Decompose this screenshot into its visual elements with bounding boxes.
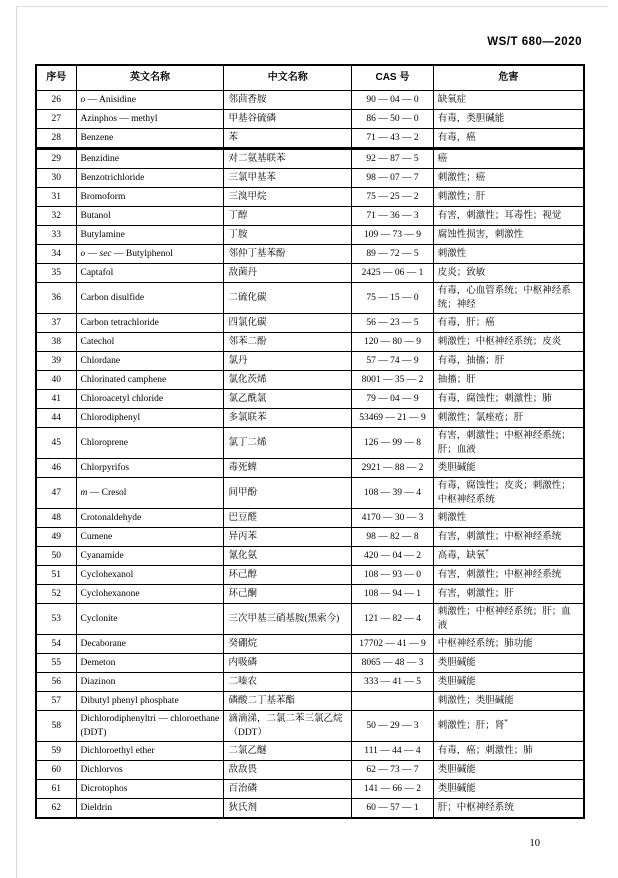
table-row	[36, 149, 584, 169]
cell-cas: 75 — 25 — 2	[352, 188, 434, 207]
cell-hazard: 有毒，癌	[433, 129, 584, 149]
cell-cas: 8001 — 35 — 2	[352, 371, 434, 390]
standard-number: WS/T 680—2020	[487, 36, 582, 48]
cell-cas: 50 — 29 — 3	[352, 711, 434, 742]
scan-edge-top	[16, 6, 608, 7]
cell-en: Carbon tetrachloride	[76, 314, 224, 333]
cell-no: 60	[36, 761, 76, 780]
cell-cas: 8065 — 48 — 3	[352, 654, 434, 673]
cell-hazard: 刺激性；癌	[433, 169, 584, 188]
cell-en: Cyanamide	[76, 547, 224, 566]
cell-zh: 氯化茨烯	[224, 371, 352, 390]
cell-en: Cyclohexanone	[76, 585, 224, 604]
header-hazard: 危害	[433, 65, 584, 91]
cell-hazard: 刺激性；肝；肾*	[433, 711, 584, 742]
cell-no: 30	[36, 169, 76, 188]
cell-no: 54	[36, 635, 76, 654]
cell-cas: 90 — 04 — 0	[352, 91, 434, 110]
table-header	[36, 65, 584, 91]
cell-hazard: 有害，刺激性；耳毒性；视觉	[433, 207, 584, 226]
cell-hazard: 刺激性；肝	[433, 188, 584, 207]
table-row	[36, 604, 584, 635]
cell-zh: 癸硼烷	[224, 635, 352, 654]
cell-en: Dichlorodiphenyltri — chloroethane (DDT)	[76, 711, 224, 742]
cell-no: 58	[36, 711, 76, 742]
table-row	[36, 226, 584, 245]
cell-no: 48	[36, 509, 76, 528]
cell-no: 38	[36, 333, 76, 352]
cell-hazard: 刺激性；类胆碱能	[433, 692, 584, 711]
cell-zh: 二硫化碳	[224, 283, 352, 314]
cell-hazard: 类胆碱能	[433, 761, 584, 780]
cell-cas: 141 — 66 — 2	[352, 780, 434, 799]
cell-zh: 敌菌丹	[224, 264, 352, 283]
cell-zh: 三氯甲基苯	[224, 169, 352, 188]
cell-zh: 丁醇	[224, 207, 352, 226]
cell-cas: 108 — 93 — 0	[352, 566, 434, 585]
cell-en: Azinphos — methyl	[76, 110, 224, 129]
cell-cas: 2921 — 88 — 2	[352, 459, 434, 478]
cell-hazard: 高毒，缺氧*	[433, 547, 584, 566]
table-row	[36, 459, 584, 478]
cell-hazard: 类胆碱能	[433, 459, 584, 478]
cell-cas: 57 — 74 — 9	[352, 352, 434, 371]
cell-no: 56	[36, 673, 76, 692]
cell-hazard: 有毒，腐蚀性；刺激性；肺	[433, 390, 584, 409]
cell-hazard: 类胆碱能	[433, 780, 584, 799]
cell-no: 53	[36, 604, 76, 635]
cell-hazard: 中枢神经系统；肺功能	[433, 635, 584, 654]
cell-en: Dicrotophos	[76, 780, 224, 799]
cell-hazard: 腐蚀性损害，刺激性	[433, 226, 584, 245]
cell-zh: 二嗪农	[224, 673, 352, 692]
cell-cas: 75 — 15 — 0	[352, 283, 434, 314]
cell-hazard: 有毒，肝；癌	[433, 314, 584, 333]
cell-no: 49	[36, 528, 76, 547]
cell-no: 35	[36, 264, 76, 283]
cell-cas: 71 — 43 — 2	[352, 129, 434, 149]
cell-hazard: 有毒，抽搐；肝	[433, 352, 584, 371]
cell-cas: 420 — 04 — 2	[352, 547, 434, 566]
cell-no: 40	[36, 371, 76, 390]
cell-zh: 二氯乙醚	[224, 742, 352, 761]
cell-no: 55	[36, 654, 76, 673]
table-row	[36, 780, 584, 799]
cell-no: 57	[36, 692, 76, 711]
cell-hazard: 类胆碱能	[433, 654, 584, 673]
cell-en: Dibutyl phenyl phosphate	[76, 692, 224, 711]
cell-zh: 内吸磷	[224, 654, 352, 673]
cell-no: 44	[36, 409, 76, 428]
table-row	[36, 245, 584, 264]
cell-en: Butylamine	[76, 226, 224, 245]
cell-en: Dichloroethyl ether	[76, 742, 224, 761]
cell-no: 41	[36, 390, 76, 409]
cell-no: 46	[36, 459, 76, 478]
cell-en: Butanol	[76, 207, 224, 226]
cell-cas: 333 — 41 — 5	[352, 673, 434, 692]
cell-hazard: 刺激性	[433, 509, 584, 528]
cell-cas: 2425 — 06 — 1	[352, 264, 434, 283]
cell-en: Decaborane	[76, 635, 224, 654]
table-row	[36, 207, 584, 226]
cell-en: Cyclonite	[76, 604, 224, 635]
cell-en: Cyclohexanol	[76, 566, 224, 585]
cell-cas: 98 — 07 — 7	[352, 169, 434, 188]
cell-en: Chloroprene	[76, 428, 224, 459]
cell-zh: 氯乙酰氯	[224, 390, 352, 409]
cell-hazard: 刺激性；氯痤疮；肝	[433, 409, 584, 428]
table-row	[36, 371, 584, 390]
cell-en: Diazinon	[76, 673, 224, 692]
cell-hazard: 刺激性；中枢神经系统；肝；血液	[433, 604, 584, 635]
table-row	[36, 547, 584, 566]
table-row	[36, 129, 584, 149]
cell-zh: 异丙苯	[224, 528, 352, 547]
cell-zh: 敌敌畏	[224, 761, 352, 780]
cell-zh: 对二氨基联苯	[224, 149, 352, 169]
cell-hazard: 有害，刺激性；中枢神经系统；肝；血液	[433, 428, 584, 459]
cell-en: Chloroacetyl chloride	[76, 390, 224, 409]
cell-zh: 邻茴香胺	[224, 91, 352, 110]
cell-hazard: 有毒，类胆碱能	[433, 110, 584, 129]
cell-zh: 环己酮	[224, 585, 352, 604]
cell-hazard: 刺激性	[433, 245, 584, 264]
cell-hazard: 抽搐；肝	[433, 371, 584, 390]
cell-no: 29	[36, 149, 76, 169]
cell-hazard: 有毒，心血管系统；中枢神经系统；神经	[433, 283, 584, 314]
table-row	[36, 428, 584, 459]
cell-en: Catechol	[76, 333, 224, 352]
cell-cas: 109 — 73 — 9	[352, 226, 434, 245]
cell-zh: 环己醇	[224, 566, 352, 585]
cell-zh: 多氯联苯	[224, 409, 352, 428]
cell-en: Dichlorvos	[76, 761, 224, 780]
cell-zh: 三次甲基三硝基胺(黑索今)	[224, 604, 352, 635]
cell-cas: 98 — 82 — 8	[352, 528, 434, 547]
cell-cas: 71 — 36 — 3	[352, 207, 434, 226]
table-row	[36, 264, 584, 283]
cell-cas: 111 — 44 — 4	[352, 742, 434, 761]
cell-no: 52	[36, 585, 76, 604]
table-row	[36, 654, 584, 673]
cell-cas: 121 — 82 — 4	[352, 604, 434, 635]
cell-cas: 108 — 39 — 4	[352, 478, 434, 509]
table-row	[36, 478, 584, 509]
cell-en: o — Anisidine	[76, 91, 224, 110]
cell-en: Benzotrichloride	[76, 169, 224, 188]
cell-no: 59	[36, 742, 76, 761]
table-row	[36, 390, 584, 409]
cell-cas: 4170 — 30 — 3	[352, 509, 434, 528]
cell-zh: 巴豆醛	[224, 509, 352, 528]
cell-zh: 滴滴涕，二氯二苯三氯乙烷（DDT）	[224, 711, 352, 742]
cell-cas: 92 — 87 — 5	[352, 149, 434, 169]
cell-cas: 86 — 50 — 0	[352, 110, 434, 129]
cell-no: 51	[36, 566, 76, 585]
cell-no: 33	[36, 226, 76, 245]
cell-hazard: 癌	[433, 149, 584, 169]
cell-zh: 邻苯二酚	[224, 333, 352, 352]
cell-no: 47	[36, 478, 76, 509]
cell-en: Chlorpyrifos	[76, 459, 224, 478]
table-row	[36, 673, 584, 692]
header-english-name: 英文名称	[76, 65, 224, 91]
cell-no: 26	[36, 91, 76, 110]
cell-hazard: 有害，刺激性；中枢神经系统	[433, 528, 584, 547]
cell-zh: 邻仲丁基苯酚	[224, 245, 352, 264]
cell-zh: 三溴甲烷	[224, 188, 352, 207]
cell-en: Chlordane	[76, 352, 224, 371]
cell-hazard: 类胆碱能	[433, 673, 584, 692]
cell-no: 61	[36, 780, 76, 799]
cell-zh: 间甲酚	[224, 478, 352, 509]
cell-zh: 百治磷	[224, 780, 352, 799]
cell-zh: 狄氏剂	[224, 799, 352, 819]
table-row	[36, 110, 584, 129]
cell-en: Dieldrin	[76, 799, 224, 819]
scan-edge-left	[16, 6, 17, 878]
table-body	[36, 91, 584, 819]
header-no: 序号	[36, 65, 76, 91]
cell-cas: 126 — 99 — 8	[352, 428, 434, 459]
cell-cas: 17702 — 41 — 9	[352, 635, 434, 654]
cell-cas: 89 — 72 — 5	[352, 245, 434, 264]
page-number: 10	[529, 838, 540, 849]
cell-hazard: 缺氧症	[433, 91, 584, 110]
table-row	[36, 742, 584, 761]
cell-cas: 62 — 73 — 7	[352, 761, 434, 780]
table-row	[36, 528, 584, 547]
cell-zh: 氯丁二烯	[224, 428, 352, 459]
table-row	[36, 692, 584, 711]
cell-zh: 苯	[224, 129, 352, 149]
table-wrapper	[35, 64, 585, 819]
cell-zh: 氯丹	[224, 352, 352, 371]
cell-no: 45	[36, 428, 76, 459]
cell-no: 37	[36, 314, 76, 333]
table-row	[36, 509, 584, 528]
cell-cas: 120 — 80 — 9	[352, 333, 434, 352]
cell-cas: 53469 — 21 — 9	[352, 409, 434, 428]
cell-en: Carbon disulfide	[76, 283, 224, 314]
cell-no: 32	[36, 207, 76, 226]
table-row	[36, 188, 584, 207]
cell-en: Captafol	[76, 264, 224, 283]
cell-en: Benzidine	[76, 149, 224, 169]
table-row	[36, 91, 584, 110]
table-row	[36, 314, 584, 333]
cell-no: 31	[36, 188, 76, 207]
cell-zh: 氰化氨	[224, 547, 352, 566]
cell-no: 34	[36, 245, 76, 264]
table-row	[36, 566, 584, 585]
cell-zh: 毒死蜱	[224, 459, 352, 478]
cell-hazard: 有害，刺激性；肝	[433, 585, 584, 604]
table-row	[36, 409, 584, 428]
cell-zh: 丁胺	[224, 226, 352, 245]
cell-hazard: 刺激性；中枢神经系统；皮炎	[433, 333, 584, 352]
cell-cas	[352, 692, 434, 711]
cell-no: 50	[36, 547, 76, 566]
cell-en: m — Cresol	[76, 478, 224, 509]
table-row	[36, 711, 584, 742]
header-chinese-name: 中文名称	[224, 65, 352, 91]
cell-en: Demeton	[76, 654, 224, 673]
table-row	[36, 333, 584, 352]
chemical-hazard-table	[35, 64, 585, 819]
cell-hazard: 肝；中枢神经系统	[433, 799, 584, 819]
header-row	[36, 65, 584, 91]
table-row	[36, 799, 584, 819]
cell-no: 27	[36, 110, 76, 129]
header-cas: CAS 号	[352, 65, 434, 91]
cell-en: Chlorodiphenyl	[76, 409, 224, 428]
cell-hazard: 有毒，癌；刺激性；肺	[433, 742, 584, 761]
cell-zh: 四氯化碳	[224, 314, 352, 333]
cell-en: Chlorinated camphene	[76, 371, 224, 390]
cell-cas: 60 — 57 — 1	[352, 799, 434, 819]
cell-hazard: 有害，刺激性；中枢神经系统	[433, 566, 584, 585]
table-row	[36, 761, 584, 780]
cell-hazard: 皮炎；致敏	[433, 264, 584, 283]
table-row	[36, 585, 584, 604]
cell-cas: 79 — 04 — 9	[352, 390, 434, 409]
cell-en: o — sec — Butylphenol	[76, 245, 224, 264]
table-row	[36, 283, 584, 314]
cell-cas: 108 — 94 — 1	[352, 585, 434, 604]
cell-cas: 56 — 23 — 5	[352, 314, 434, 333]
cell-hazard: 有毒，腐蚀性；皮炎；刺激性；中枢神经系统	[433, 478, 584, 509]
cell-no: 28	[36, 129, 76, 149]
cell-zh: 甲基谷硫磷	[224, 110, 352, 129]
cell-en: Benzene	[76, 129, 224, 149]
cell-zh: 磷酸二丁基苯酯	[224, 692, 352, 711]
cell-no: 62	[36, 799, 76, 819]
cell-en: Cumene	[76, 528, 224, 547]
cell-en: Bromoform	[76, 188, 224, 207]
table-row	[36, 635, 584, 654]
cell-en: Crotonaldehyde	[76, 509, 224, 528]
cell-no: 36	[36, 283, 76, 314]
table-row	[36, 169, 584, 188]
table-row	[36, 352, 584, 371]
cell-no: 39	[36, 352, 76, 371]
